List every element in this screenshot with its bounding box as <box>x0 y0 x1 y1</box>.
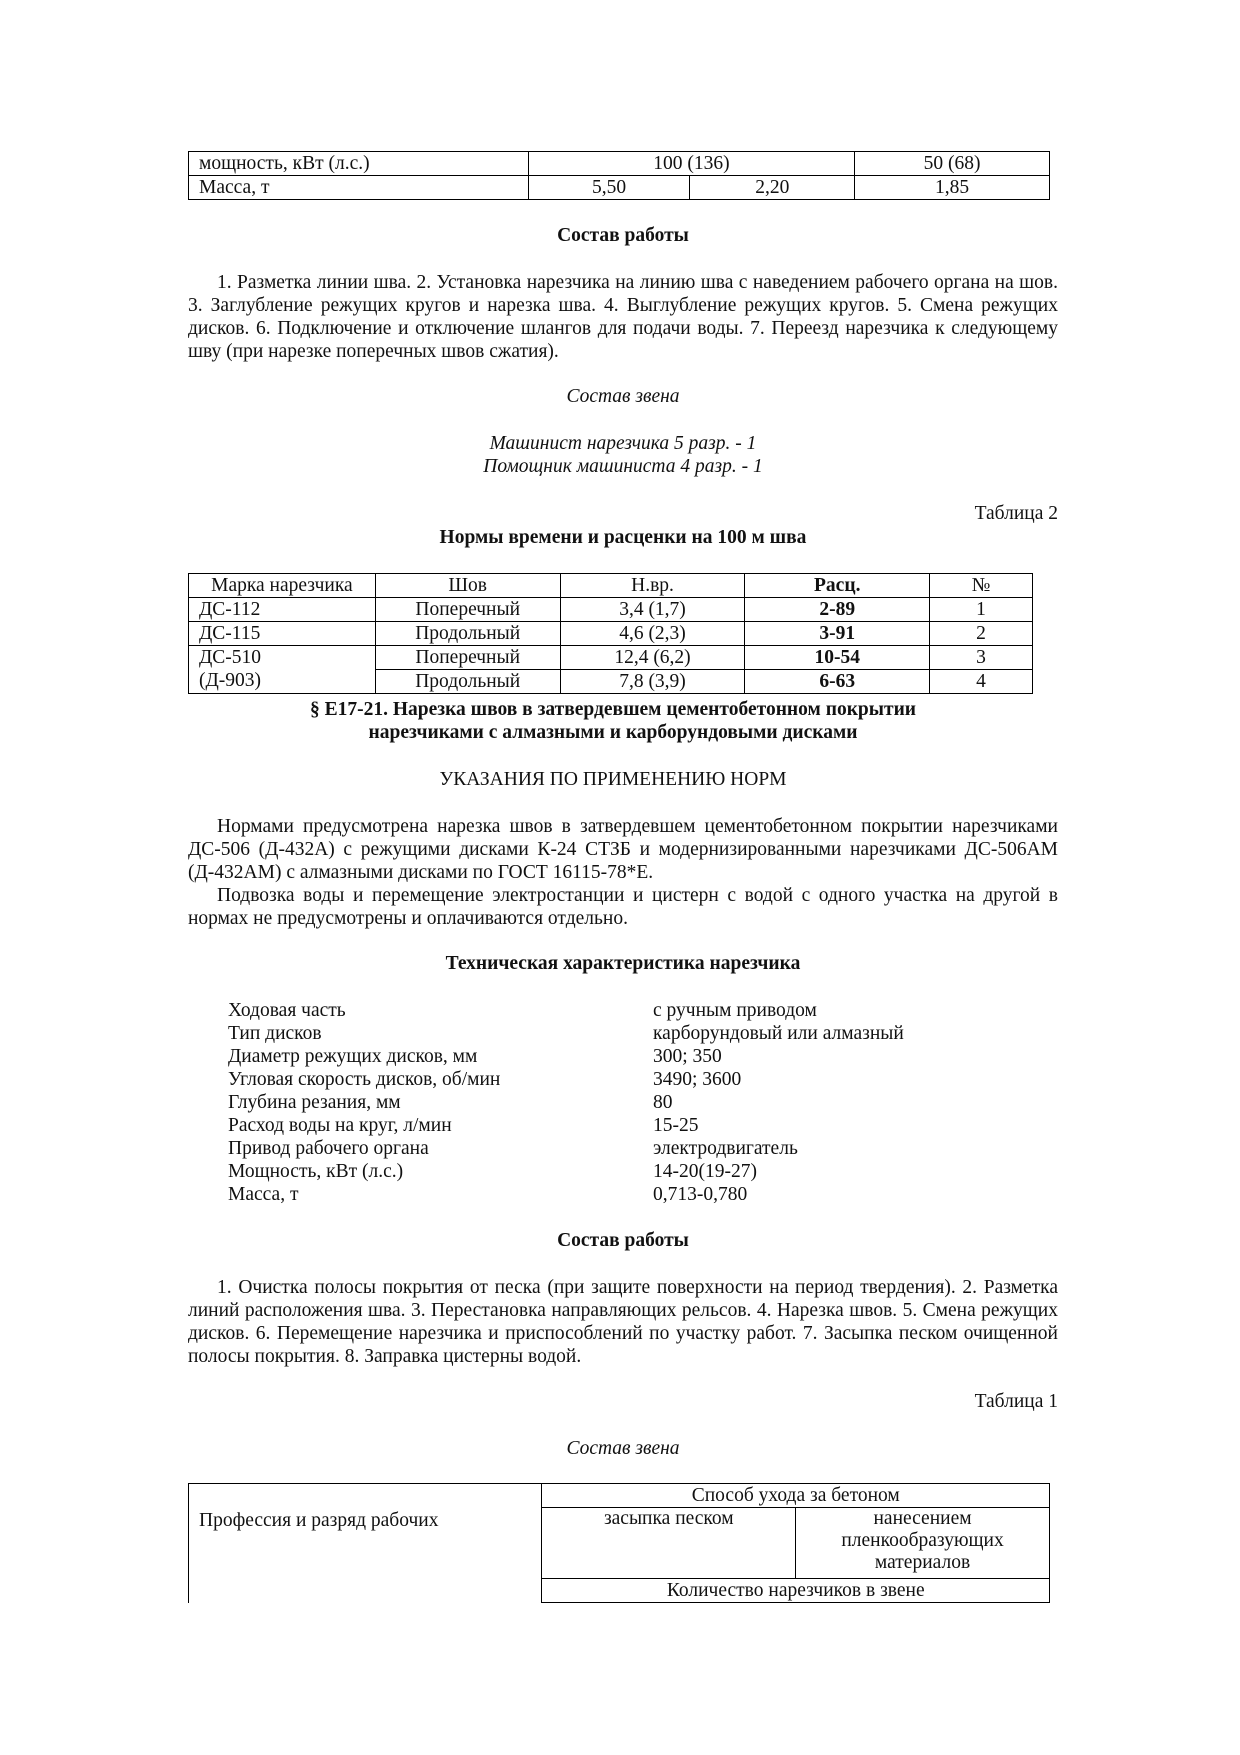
cell-rasc: 10-54 <box>745 646 930 670</box>
section-title-line-1: § Е17-21. Нарезка швов в затвердевшем цементобетонном покрытии <box>309 699 917 720</box>
header-seam: Шов <box>375 574 560 598</box>
table-1-label: Таблица 1 <box>974 1391 1058 1412</box>
cell-seam: Поперечный <box>375 598 560 622</box>
crew-line-1: Машинист нарезчика 5 разр. - 1 <box>489 433 757 454</box>
cell-brand: ДС-510 <box>189 646 376 670</box>
spec-row <box>228 1068 988 1091</box>
work-composition-paragraph: 1. Разметка линии шва. 2. Установка нарезчика на линию шва с наведением рабочего органа на шов. 3. Заглубление режущих кругов и нарезка шва. 4. Выглубление режущих кругов. 5. Смена режущих дисков. 6. Подключение и отключение шлангов для подачи воды. 7. Переезд нарезчика к следующему шву (при нарезке поперечных швов сжатия). <box>188 272 1058 362</box>
cell-num: 1 <box>930 598 1033 622</box>
table-2-label: Таблица 2 <box>974 503 1058 524</box>
spec-value: карборундовый или алмазный <box>653 1023 904 1044</box>
cell-seam: Продольный <box>375 622 560 646</box>
instructions-paragraph-1: Нормами предусмотрена нарезка швов в затвердевшем цементобетонном покрытии нарезчиками ДС-506 (Д-432А) с режущими дисками К-24 СТЗБ и модернизированными нарезчиками ДС-506АМ (Д-432АМ) с алмазными дисками по ГОСТ 16115-78*Е. <box>188 816 1058 883</box>
crew-heading-2: Состав звена <box>566 1438 680 1459</box>
cell-rasc: 6-63 <box>745 670 930 694</box>
spec-value: с ручным приводом <box>653 1000 817 1021</box>
cell-num: 3 <box>930 646 1033 670</box>
spec-row <box>228 1160 988 1183</box>
instructions-text <box>188 815 1058 930</box>
cell-nvr: 12,4 (6,2) <box>560 646 745 670</box>
work-composition-heading-2: Состав работы <box>557 1230 689 1251</box>
spec-row <box>228 1137 988 1160</box>
spec-key: Расход воды на круг, л/мин <box>228 1115 452 1136</box>
crew-table <box>188 1483 1050 1603</box>
mass-value-1: 5,50 <box>528 176 690 200</box>
section-title-line-2: нарезчиками с алмазными и карборундовыми дисками <box>368 722 858 743</box>
spec-key: Ходовая часть <box>228 1000 346 1021</box>
cell-brand: (Д-903) <box>189 670 376 694</box>
care-method-header: Способ ухода за бетоном <box>542 1484 1050 1508</box>
spec-value: 14-20(19-27) <box>653 1161 757 1182</box>
spec-value: 0,713-0,780 <box>653 1184 748 1205</box>
cell-seam: Поперечный <box>375 646 560 670</box>
spec-list <box>228 999 988 1206</box>
work-composition-text-2 <box>188 1276 1058 1368</box>
spec-value: 80 <box>653 1092 673 1113</box>
film-header: нанесением пленкообразующих материалов <box>796 1508 1050 1579</box>
spec-key: Угловая скорость дисков, об/мин <box>228 1069 501 1090</box>
table-row <box>189 152 1050 176</box>
table-header-row <box>189 574 1033 598</box>
work-composition-heading: Состав работы <box>557 225 689 246</box>
sand-header: засыпка песком <box>542 1508 796 1579</box>
cell-brand: ДС-115 <box>189 622 376 646</box>
work-composition-paragraph-2: 1. Очистка полосы покрытия от песка (при защите поверхности на период твердения). 2. Разметка линий расположения шва. 3. Перестановка направляющих рельсов. 4. Нарезка швов. 5. Смена режущих дисков. 6. Перемещение нарезчика и приспособлений по участку работ. 7. Засыпка песком очищенной полосы покрытия. 8. Заправка цистерны водой. <box>188 1277 1058 1367</box>
spec-row <box>228 999 988 1022</box>
cell-nvr: 7,8 (3,9) <box>560 670 745 694</box>
crew-heading: Состав звена <box>566 386 680 407</box>
spec-value: 300; 350 <box>653 1046 722 1067</box>
spec-value: 15-25 <box>653 1115 699 1136</box>
spec-key: Диаметр режущих дисков, мм <box>228 1046 478 1067</box>
table-row <box>189 176 1050 200</box>
header-rasc: Расц. <box>745 574 930 598</box>
profession-header: Профессия и разряд рабочих <box>189 1484 542 1603</box>
power-value-2: 50 (68) <box>855 152 1050 176</box>
mass-value-3: 1,85 <box>855 176 1050 200</box>
spec-row <box>228 1183 988 1206</box>
table-row <box>189 670 1033 694</box>
power-label: мощность, кВт (л.с.) <box>189 152 529 176</box>
table-row <box>189 598 1033 622</box>
norms-table <box>188 573 1033 694</box>
spec-key: Масса, т <box>228 1184 299 1205</box>
spec-key: Привод рабочего органа <box>228 1138 429 1159</box>
cell-rasc: 2-89 <box>745 598 930 622</box>
spec-key: Тип дисков <box>228 1023 322 1044</box>
norms-table-title: Нормы времени и расценки на 100 м шва <box>439 527 807 548</box>
spec-key: Мощность, кВт (л.с.) <box>228 1161 404 1182</box>
power-mass-table <box>188 151 1050 200</box>
count-header: Количество нарезчиков в звене <box>542 1579 1050 1603</box>
table-row <box>189 1484 1050 1508</box>
power-value-1: 100 (136) <box>528 152 855 176</box>
work-composition-text <box>188 271 1058 363</box>
spec-row <box>228 1022 988 1045</box>
cell-brand: ДС-112 <box>189 598 376 622</box>
cell-nvr: 3,4 (1,7) <box>560 598 745 622</box>
header-num: № <box>930 574 1033 598</box>
spec-key: Глубина резания, мм <box>228 1092 401 1113</box>
mass-label: Масса, т <box>189 176 529 200</box>
cell-seam: Продольный <box>375 670 560 694</box>
spec-row <box>228 1091 988 1114</box>
cell-num: 2 <box>930 622 1033 646</box>
spec-heading: Техническая характеристика нарезчика <box>445 953 801 974</box>
mass-value-2: 2,20 <box>690 176 855 200</box>
cell-nvr: 4,6 (2,3) <box>560 622 745 646</box>
header-nvr: Н.вр. <box>560 574 745 598</box>
instructions-heading: УКАЗАНИЯ ПО ПРИМЕНЕНИЮ НОРМ <box>439 769 787 790</box>
spec-row <box>228 1045 988 1068</box>
instructions-paragraph-2: Подвозка воды и перемещение электростанции и цистерн с водой с одного участка на другой в нормах не предусмотрены и оплачиваются отдельно. <box>188 885 1058 929</box>
spec-value: 3490; 3600 <box>653 1069 742 1090</box>
crew-line-2: Помощник машиниста 4 разр. - 1 <box>483 456 763 477</box>
table-row <box>189 646 1033 670</box>
header-brand: Марка нарезчика <box>189 574 376 598</box>
spec-row <box>228 1114 988 1137</box>
cell-num: 4 <box>930 670 1033 694</box>
spec-value: электродвигатель <box>653 1138 798 1159</box>
table-row <box>189 622 1033 646</box>
cell-rasc: 3-91 <box>745 622 930 646</box>
